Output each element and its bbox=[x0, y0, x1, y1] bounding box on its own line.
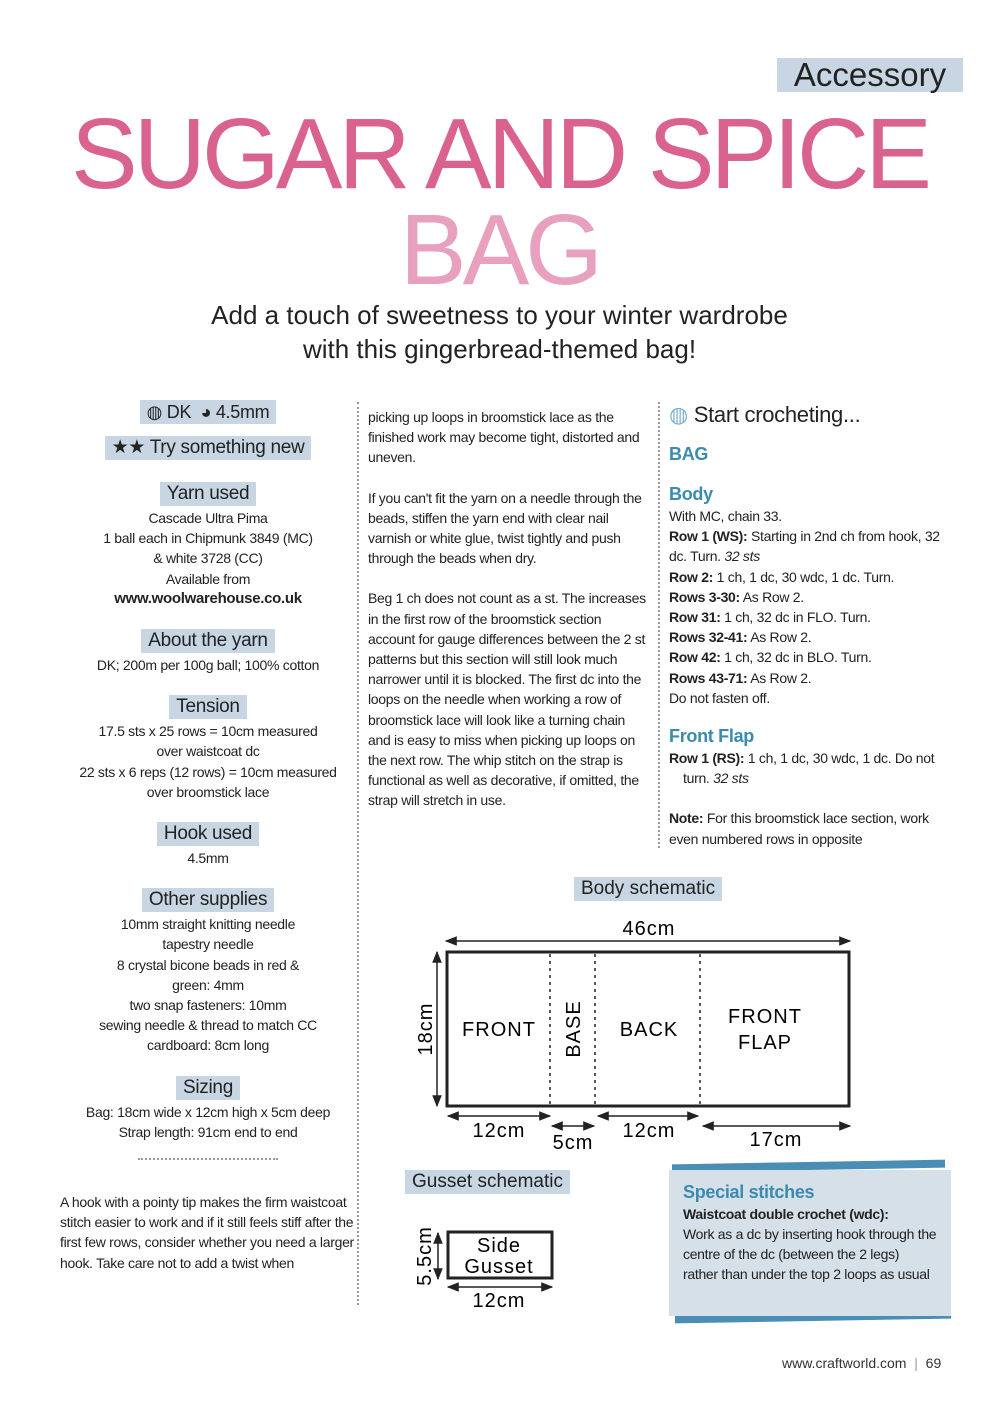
note-text: For this broomstick lace section, work even numbered rows in opposite bbox=[669, 810, 929, 847]
tension-line: 17.5 sts x 25 rows = 10cm measured bbox=[98, 723, 318, 740]
hook-size: 4.5mm bbox=[215, 402, 270, 422]
body-schematic-label: Body schematic bbox=[574, 877, 722, 901]
row-text: As Row 2. bbox=[747, 629, 812, 646]
divider bbox=[138, 1158, 278, 1160]
supply-line: two snap fasteners: 10mm bbox=[129, 997, 287, 1014]
section-tag: Accessory bbox=[777, 58, 963, 92]
row-label: Row 42: bbox=[669, 649, 721, 666]
middle-column bbox=[368, 407, 648, 831]
bag-heading: BAG bbox=[669, 444, 709, 464]
back-label: BACK bbox=[619, 1019, 679, 1041]
row-text: As Row 2. bbox=[747, 669, 812, 686]
sizing-line: Strap length: 91cm end to end bbox=[118, 1123, 298, 1140]
dim: 17cm bbox=[749, 1129, 803, 1151]
sizing-label: Sizing bbox=[176, 1076, 240, 1100]
gusset-schematic bbox=[405, 1215, 565, 1315]
difficulty-badge bbox=[105, 436, 312, 460]
start-heading bbox=[669, 400, 954, 430]
body-end: Do not fasten off. bbox=[669, 689, 770, 706]
supply-line: sewing needle & thread to match CC bbox=[99, 1017, 317, 1034]
body-schematic bbox=[400, 910, 870, 1160]
star-icon: ★★ bbox=[111, 437, 146, 458]
yarn-line: & white 3728 (CC) bbox=[153, 550, 263, 567]
hook-icon: ◕ bbox=[200, 402, 212, 422]
subtitle bbox=[0, 298, 999, 366]
supply-line: cardboard: 8cm long bbox=[147, 1037, 269, 1054]
yarn-line: 1 ball each in Chipmunk 3849 (MC) bbox=[103, 530, 313, 547]
yarn-line: Cascade Ultra Pima bbox=[148, 510, 268, 526]
hook-label: Hook used bbox=[157, 822, 259, 846]
column-divider bbox=[658, 402, 660, 848]
about-label: About the yarn bbox=[141, 629, 274, 653]
right-column bbox=[669, 400, 954, 849]
row-label: Row 1 (WS): bbox=[669, 528, 748, 545]
row-text: Starting in 2nd ch from hook, 32 dc. Turn. bbox=[669, 528, 940, 565]
height-dim: 18cm bbox=[415, 1002, 437, 1056]
row-count: 32 sts bbox=[713, 770, 749, 787]
gusset-schematic-label: Gusset schematic bbox=[405, 1170, 570, 1194]
row-label: Row 1 (RS): bbox=[669, 750, 745, 767]
body-row bbox=[669, 627, 954, 647]
body-heading: Body bbox=[669, 484, 713, 504]
special-text: Work as a dc by inserting hook through the centre of the dc (between the 2 legs) rather than under the top 2 loops as usual bbox=[683, 1226, 937, 1282]
row-label: Row 31: bbox=[669, 609, 721, 626]
sizing-line: Bag: 18cm wide x 12cm high x 5cm deep bbox=[85, 1103, 331, 1120]
flap-row bbox=[669, 748, 954, 788]
row-count: 32 sts bbox=[724, 548, 760, 565]
flap-heading: Front Flap bbox=[669, 726, 754, 747]
supplies-label: Other supplies bbox=[142, 888, 274, 912]
yarn-line: Available from bbox=[165, 570, 251, 587]
flap-label: FRONT bbox=[728, 1006, 802, 1028]
body-row bbox=[669, 668, 954, 688]
yarn-url[interactable]: www.woolwarehouse.co.uk bbox=[114, 589, 302, 607]
paragraph: If you can't fit the yarn on a needle through the beads, stiffen the yarn end with clear nail varnish or white glue, twist tightly and push through the beads when dry. bbox=[368, 489, 642, 567]
front-label: FRONT bbox=[462, 1019, 536, 1041]
row-text: 1 ch, 32 dc in BLO. Turn. bbox=[720, 649, 872, 666]
tip-text: A hook with a pointy tip makes the firm waistcoat stitch easier to work and if it still feels stiff after the first few rows, consider whether you need a larger hook. Take care not to add a twist when bbox=[60, 1194, 354, 1271]
info-column bbox=[60, 400, 356, 1273]
tension-line: 22 sts x 6 reps (12 rows) = 10cm measured bbox=[79, 763, 337, 780]
difficulty: Try something new bbox=[149, 437, 305, 458]
row-label: Rows 32-41: bbox=[669, 629, 748, 646]
tension-label: Tension bbox=[169, 695, 246, 719]
base-label: BASE bbox=[563, 1000, 585, 1058]
about-text: DK; 200m per 100g ball; 100% cotton bbox=[96, 657, 320, 674]
gusset-name: Gusset bbox=[464, 1256, 534, 1278]
body-row bbox=[669, 647, 954, 667]
footer: www.craftworld.com | 69 bbox=[782, 1355, 942, 1371]
body-rows bbox=[669, 526, 954, 688]
row-label: Rows 3-30: bbox=[669, 588, 740, 605]
supply-line: 8 crystal bicone beads in red & bbox=[116, 956, 300, 973]
yarn-hook-badge bbox=[140, 400, 277, 424]
paragraph: Beg 1 ch does not count as a st. The increases in the first row of the broomstick section account for gauge differences between the 2 st patterns but this section will still look much narrower until it is blocked. The first dc into the loops on the needle when working a row of broomstick lace will look like a turning chain and is easy to miss when picking up loops on the next row. The whip stitch on the strap is functional as well as decorative, if omitted, the strap will stretch in use. bbox=[368, 590, 646, 809]
body-row bbox=[669, 607, 954, 627]
gusset-height: 5.5cm bbox=[414, 1226, 436, 1286]
dim: 12cm bbox=[472, 1120, 526, 1142]
title-line-2: BAG bbox=[399, 194, 600, 306]
supply-line: tapestry needle bbox=[162, 936, 254, 953]
hook-text: 4.5mm bbox=[187, 850, 229, 867]
paragraph: picking up loops in broomstick lace as the finished work may become tight, distorted and uneven. bbox=[368, 409, 640, 466]
row-text: 1 ch, 1 dc, 30 wdc, 1 dc. Do not turn. bbox=[683, 750, 935, 787]
row-text: 1 ch, 1 dc, 30 wdc, 1 dc. Turn. bbox=[713, 568, 895, 585]
tension-line: over broomstick lace bbox=[146, 783, 270, 800]
dim: 5cm bbox=[552, 1132, 594, 1154]
subtitle-2: with this gingerbread-themed bag! bbox=[302, 334, 697, 364]
footer-site[interactable]: www.craftworld.com bbox=[782, 1355, 907, 1371]
gusset-name: Side bbox=[476, 1235, 522, 1257]
tension-line: over waistcoat dc bbox=[156, 743, 260, 760]
start-heading-text: Start crocheting... bbox=[693, 402, 861, 427]
flap-label: FLAP bbox=[737, 1032, 793, 1054]
supply-line: green: 4mm bbox=[172, 976, 244, 993]
row-text: As Row 2. bbox=[739, 588, 804, 605]
body-intro: With MC, chain 33. bbox=[669, 508, 782, 524]
dim: 12cm bbox=[622, 1120, 676, 1142]
yarn-ball-icon: ◍ bbox=[146, 402, 163, 422]
special-title: Special stitches bbox=[683, 1182, 815, 1202]
note-label: Note: bbox=[669, 810, 704, 827]
special-stitches-box bbox=[669, 1170, 951, 1316]
yarn-ball-icon: ◍ bbox=[669, 402, 688, 427]
row-label: Row 2: bbox=[669, 568, 714, 585]
yarn-weight: DK bbox=[166, 402, 192, 422]
gusset-width: 12cm bbox=[472, 1290, 526, 1312]
subtitle-1: Add a touch of sweetness to your winter wardrobe bbox=[211, 300, 788, 330]
width-dim: 46cm bbox=[622, 918, 676, 940]
yarn-used-label: Yarn used bbox=[160, 482, 257, 506]
body-row bbox=[669, 587, 954, 607]
page-number: 69 bbox=[925, 1355, 942, 1371]
row-label: Rows 43-71: bbox=[669, 669, 748, 686]
row-text: 1 ch, 32 dc in FLO. Turn. bbox=[720, 609, 871, 626]
column-divider bbox=[357, 402, 359, 1305]
body-row bbox=[669, 526, 954, 566]
body-row bbox=[669, 567, 954, 587]
supply-line: 10mm straight knitting needle bbox=[120, 916, 296, 933]
note bbox=[669, 808, 954, 848]
special-name: Waistcoat double crochet (wdc): bbox=[683, 1206, 889, 1222]
title-line-1: SUGAR AND SPICE bbox=[71, 98, 928, 210]
